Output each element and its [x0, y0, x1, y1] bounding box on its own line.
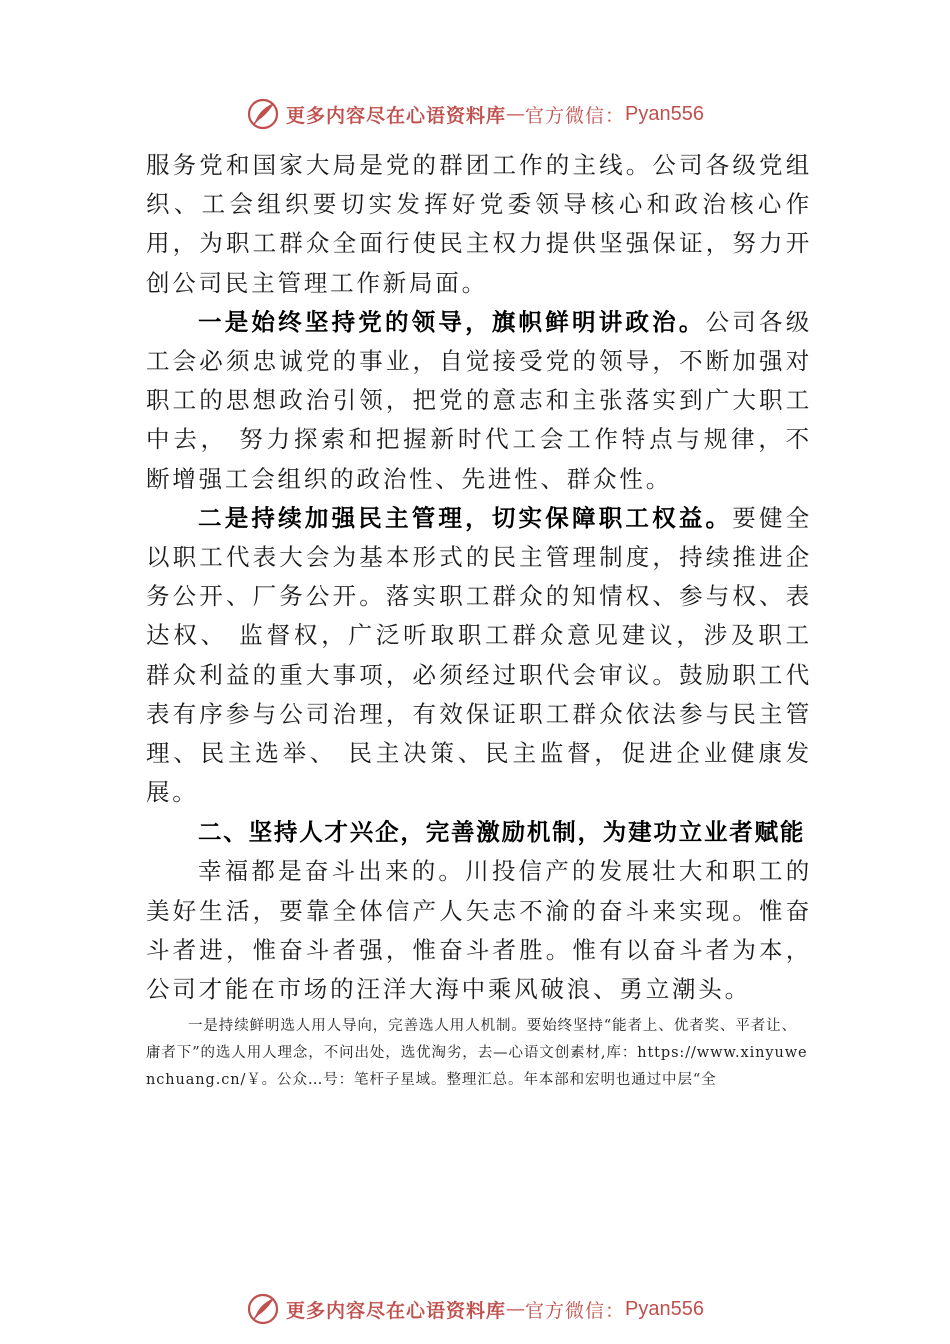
document-body [146, 146, 812, 1094]
watermark-brand: 更多内容尽在心语资料库 [286, 1299, 507, 1322]
paragraph-lead-bold: 二是持续加强民主管理，切实保障职工权益。 [198, 503, 733, 532]
header-watermark [0, 94, 950, 134]
watermark-brand: 更多内容尽在心语资料库 [286, 104, 507, 127]
paragraph-struggle: 幸福都是奋斗出来的。川投信产的发展壮大和职工的美好生活，要靠全体信产人矢志不渝的奋斗来实现。惟奋斗者进，惟奋斗者强，惟奋斗者胜。惟有以奋斗者为本，公司才能在市场的汪洋大海中乘风破浪、勇立潮头。 [146, 857, 812, 1004]
watermark-dash: — [506, 1298, 526, 1320]
quill-logo-icon [246, 97, 280, 131]
paragraph-body-text: 要健全以职工代表大会为基本形式的民主管理制度，持续推进企务公开、厂务公开。落实职工群众的知情权、参与权、表达权、 监督权，广泛听取职工群众意见建议，涉及职工群众利益的重大事项，必须经过职代会审议。鼓励职工代表有序参与公司治理，有效保证职工群众依法参与民主管理、民主选举、 民主决策、民主监督，促进企业健康发展。 [146, 503, 813, 807]
paragraph-body-text: 公司各级工会必须忠诚党的事业，自觉接受党的领导，不断加强对职工的思想政治引领，把党的意志和主张落实到广大职工中去， 努力探索和把握新时代工会工作特点与规律，不断增强工会组织的政治性、先进性、群众性。 [146, 307, 813, 493]
paragraph-lead-bold: 一是始终坚持党的领导，旗帜鲜明讲政治。 [198, 307, 706, 336]
paragraph-democratic-management [146, 499, 812, 813]
watermark-wechat-id: Pyan556 [625, 1297, 704, 1320]
paragraph-small-note: 一是持续鲜明选人用人导向，完善选人用人机制。要始终坚持“能者上、优者奖、平者让、庸者下”的选人用人理念，不问出处，选优淘劣，去—心语文创素材,库：https://www.xinyuwenchuang.cn/￥。公众…号：笔杆子星域。整理汇总。年本部和宏明也通过中层“全 [146, 1018, 808, 1089]
watermark-official-label: 官方微信： [525, 104, 626, 127]
paragraph-party-leadership [146, 303, 812, 499]
watermark-dash: — [506, 103, 526, 125]
watermark-official-label: 官方微信： [525, 1299, 626, 1322]
quill-logo-icon [246, 1292, 280, 1326]
section-heading: 二、坚持人才兴企，完善激励机制，为建功立业者赋能 [198, 818, 806, 847]
footer-watermark [0, 1289, 950, 1329]
paragraph-intro: 服务党和国家大局是党的群团工作的主线。公司各级党组织、工会组织要切实发挥好党委领导核心和政治核心作用，为职工群众全面行使民主权力提供坚强保证，努力开创公司民主管理工作新局面。 [146, 151, 812, 297]
watermark-wechat-id: Pyan556 [625, 102, 704, 125]
